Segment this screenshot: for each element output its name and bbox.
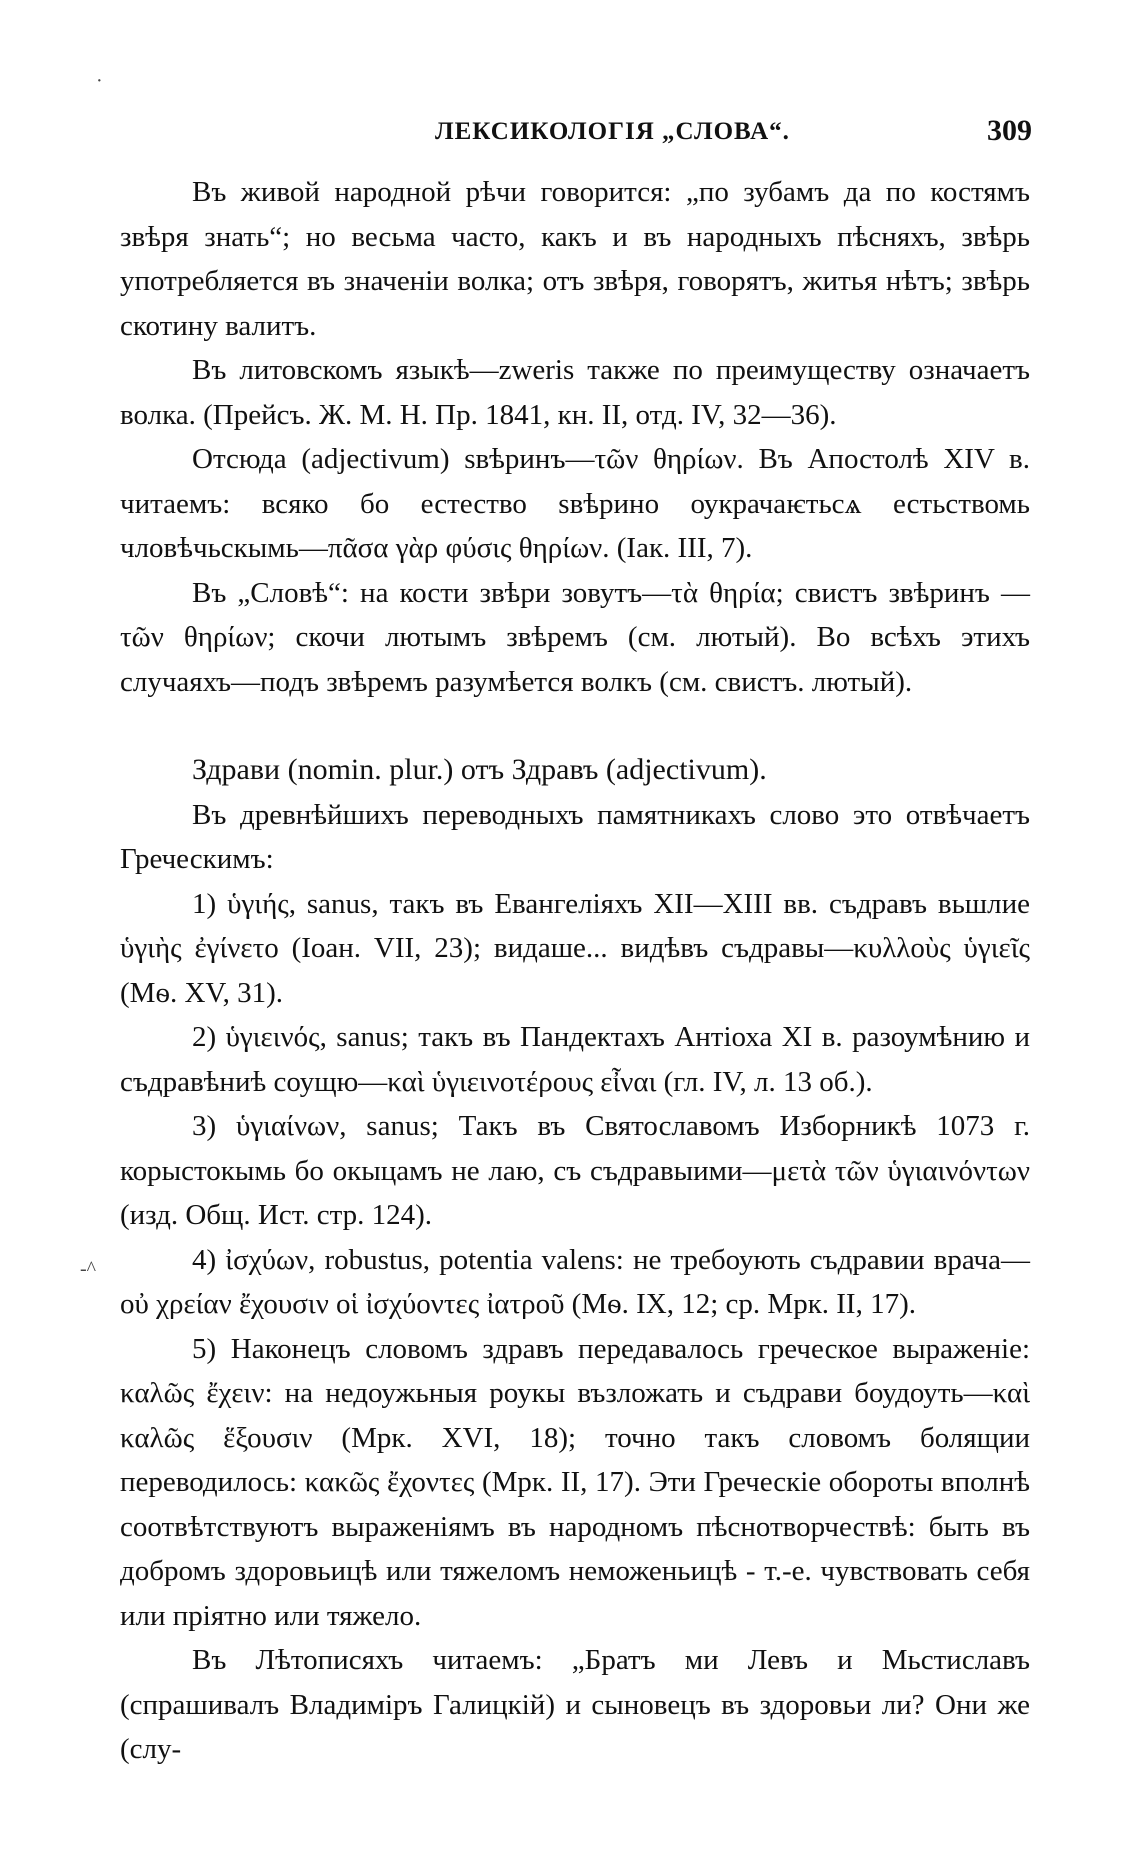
margin-arrow-mark: -^ bbox=[80, 1258, 97, 1280]
page-body bbox=[120, 170, 1030, 1772]
entry-heading: Здрави (nomin. plur.) отъ Здравъ (adjectivum). bbox=[192, 753, 767, 786]
margin-dot: · bbox=[96, 70, 103, 92]
paragraph-4: Въ „Словѣ“: на кости звѣри зовутъ—τὰ θηρία; свистъ звѣринъ —τῶν θηρίων; скочи лютымъ звѣремъ (см. лютый). Во всѣхъ этихъ случаяхъ—подъ звѣремъ разумѣется волкъ (см. свистъ. лютый). bbox=[120, 576, 1030, 698]
list-item-4: 4) ἰσχύων, robustus, potentia valens: не требоують съдравии врача—οὐ χρείαν ἔχουσιν οἱ ἰσχύοντες ἰατροῦ (Мѳ. IX, 12; ср. Мрк. II, 17). bbox=[120, 1243, 1030, 1320]
running-head: ЛЕКСИКОЛОГІЯ „СЛОВА“. bbox=[435, 118, 790, 145]
paragraph-last: Въ Лѣтописяхъ читаемъ: „Братъ ми Левъ и Мьстиславъ (спрашивалъ Владиміръ Галицкій) и сыновецъ въ здоровьи ли? Они же (слу- bbox=[120, 1644, 1030, 1765]
paragraph-3: Отсюда (adjectivum) ѕвѣринъ—τῶν θηρίων. Въ Апостолѣ XIV в. читаемъ: всяко бо естество ѕвѣрино оукрачаѥтьсѧ естьствомь чловѣчьскымь—πᾶσα γὰρ φύσις θηρίων. (Iак. III, 7). bbox=[120, 443, 1030, 564]
list-item-5: 5) Наконецъ словомъ здравъ передавалось греческое выраженіе: καλῶς ἔχειν: на недоужьныя роукы възложать и съдрави боудоуть—καὶ καλῶς ἕξουσιν (Мрк. XVI, 18); точно такъ словомъ болящии переводилось: κακῶς ἔχοντες (Мрк. II, 17). Эти Греческіе обороты вполнѣ соотвѣтствуютъ выраженіямъ въ народномъ пѣснотворчествѣ: быть въ добромъ здоровьицѣ или тяжеломъ неможеньицѣ - т.-е. чувствовать себя или пріятно или тяжело. bbox=[120, 1332, 1030, 1632]
page-number: 309 bbox=[987, 114, 1032, 147]
paragraph-2: Въ литовскомъ языкѣ—zweris также по преимуществу означаетъ волка. (Прейсъ. Ж. М. Н. Пр. 1841, кн. II, отд. IV, 32—36). bbox=[120, 354, 1030, 431]
list-item-1: 1) ὑγιής, sanus, такъ въ Евангеліяхъ XII—XIII вв. съдравъ вьшлие ὑγιὴς ἐγίνετο (Іоан. VII, 23); видаше... видѣвъ съдравы—κυλλοὺς ὑγιεῖς (Мѳ. XV, 31). bbox=[120, 887, 1030, 1009]
list-item-3: 3) ὑγιαίνων, sanus; Такъ въ Святославомъ Изборникѣ 1073 г. корыстокымь бо окыцамъ не лаю, съ съдравыими—μετὰ τῶν ὑγιαινόντων (изд. Общ. Ист. стр. 124). bbox=[120, 1110, 1030, 1231]
page-header bbox=[100, 114, 1040, 158]
paragraph-6: Въ древнѣйшихъ переводныхъ памятникахъ слово это отвѣчаетъ Греческимъ: bbox=[120, 798, 1030, 875]
section-gap bbox=[120, 704, 1030, 748]
list-item-2: 2) ὑγιεινός, sanus; такъ въ Пандектахъ Антіоха XI в. разоумѣнию и съдравѣниѣ соущю—καὶ ὑγιεινοτέρους εἶναι (гл. IV, л. 13 об.). bbox=[120, 1021, 1030, 1098]
paragraph-1: Въ живой народной рѣчи говорится: „по зубамъ да по костямъ звѣря знать“; но весьма часто, какъ и въ народныхъ пѣсняхъ, звѣрь употребляется въ значеніи волка; отъ звѣря, говорятъ, житья нѣтъ; звѣрь скотину валитъ. bbox=[120, 176, 1030, 342]
